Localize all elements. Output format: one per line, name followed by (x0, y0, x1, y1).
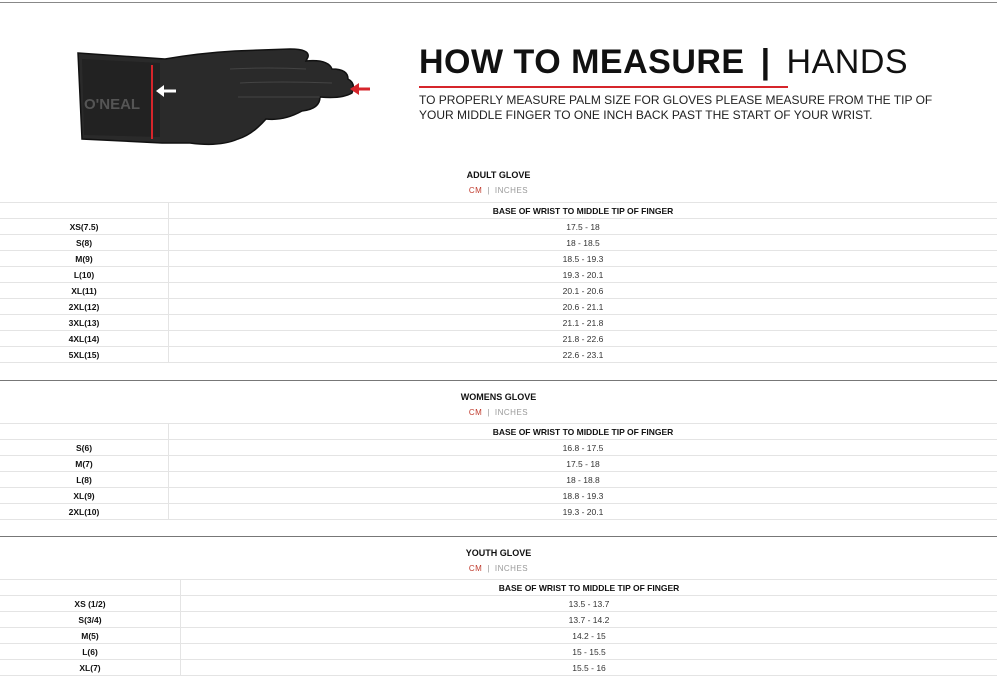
size-header-cell (0, 580, 181, 596)
measurement-cell: 16.8 - 17.5 (169, 440, 997, 456)
measurement-cell: 14.2 - 15 (181, 628, 997, 644)
size-cell: 2XL(12) (0, 299, 169, 315)
cm-toggle[interactable]: CM (468, 408, 483, 417)
size-cell: 4XL(14) (0, 331, 169, 347)
unit-toggle (0, 564, 997, 573)
table-row (0, 472, 997, 488)
inches-toggle[interactable]: INCHES (494, 186, 529, 195)
size-cell: XL(9) (0, 488, 169, 504)
measure-hero (0, 3, 997, 153)
size-cell: XS (1/2) (0, 596, 181, 612)
size-header-cell (0, 424, 169, 440)
size-cell: 3XL(13) (0, 315, 169, 331)
table-row (0, 440, 997, 456)
size-cell: 5XL(15) (0, 347, 169, 363)
table-header-row (0, 203, 997, 219)
table-row (0, 299, 997, 315)
size-cell: M(9) (0, 251, 169, 267)
measurement-cell: 21.1 - 21.8 (169, 315, 997, 331)
size-cell: 2XL(10) (0, 504, 169, 520)
cm-toggle[interactable]: CM (468, 186, 483, 195)
measurement-cell: 19.3 - 20.1 (169, 267, 997, 283)
measure-instructions: TO PROPERLY MEASURE PALM SIZE FOR GLOVES PLEASE MEASURE FROM THE TIP OF YOUR MIDDLE FINGER TO ONE INCH BACK PAST THE START OF YOUR WRIST. (419, 93, 933, 122)
unit-toggle (0, 408, 997, 417)
unit-toggle (0, 186, 997, 195)
inches-toggle[interactable]: INCHES (494, 564, 529, 573)
column-header: BASE OF WRIST TO MIDDLE TIP OF FINGER (181, 580, 997, 596)
glove-measure-illustration (70, 39, 380, 149)
measurement-cell: 18 - 18.5 (169, 235, 997, 251)
unit-separator: | (487, 408, 490, 417)
unit-separator: | (487, 186, 490, 195)
unit-separator: | (487, 564, 490, 573)
measurement-cell: 17.5 - 18 (169, 219, 997, 235)
size-cell: XL(7) (0, 660, 181, 676)
table-header-row (0, 424, 997, 440)
measurement-cell: 20.6 - 21.1 (169, 299, 997, 315)
title-separator: | (760, 43, 771, 81)
section-title: WOMENS GLOVE (460, 392, 537, 402)
table-row (0, 612, 997, 628)
section-title: ADULT GLOVE (466, 170, 531, 180)
inches-toggle[interactable]: INCHES (494, 408, 529, 417)
column-header: BASE OF WRIST TO MIDDLE TIP OF FINGER (169, 203, 997, 219)
table-row (0, 504, 997, 520)
size-cell: L(8) (0, 472, 169, 488)
table-row (0, 456, 997, 472)
section-divider (0, 536, 997, 537)
size-cell: XS(7.5) (0, 219, 169, 235)
size-cell: M(7) (0, 456, 169, 472)
measurement-cell: 18.5 - 19.3 (169, 251, 997, 267)
measurement-cell: 15 - 15.5 (181, 644, 997, 660)
size-cell: L(10) (0, 267, 169, 283)
size-cell: S(8) (0, 235, 169, 251)
size-cell: S(6) (0, 440, 169, 456)
table-row (0, 235, 997, 251)
title-thin: HANDS (786, 43, 909, 81)
section-divider (0, 380, 997, 381)
measurement-cell: 13.7 - 14.2 (181, 612, 997, 628)
womens-size-table (0, 423, 997, 520)
youth-size-table (0, 579, 997, 676)
measurement-cell: 21.8 - 22.6 (169, 331, 997, 347)
table-row (0, 251, 997, 267)
table-row (0, 283, 997, 299)
page-title (419, 43, 908, 82)
measurement-cell: 15.5 - 16 (181, 660, 997, 676)
size-cell: L(6) (0, 644, 181, 660)
size-header-cell (0, 203, 169, 219)
adult-size-table (0, 202, 997, 363)
table-row (0, 644, 997, 660)
table-header-row (0, 580, 997, 596)
title-underline (419, 86, 788, 88)
table-row (0, 267, 997, 283)
measurement-cell: 18.8 - 19.3 (169, 488, 997, 504)
measurement-cell: 20.1 - 20.6 (169, 283, 997, 299)
table-row (0, 596, 997, 612)
measurement-cell: 17.5 - 18 (169, 456, 997, 472)
table-row (0, 488, 997, 504)
table-row (0, 660, 997, 676)
table-row (0, 347, 997, 363)
section-title: YOUTH GLOVE (465, 548, 532, 558)
glove-logo-text: O'NEAL (84, 96, 141, 113)
table-row (0, 628, 997, 644)
measurement-cell: 18 - 18.8 (169, 472, 997, 488)
cm-toggle[interactable]: CM (468, 564, 483, 573)
title-bold: HOW TO MEASURE (419, 43, 745, 81)
table-row (0, 219, 997, 235)
measurement-cell: 22.6 - 23.1 (169, 347, 997, 363)
size-cell: M(5) (0, 628, 181, 644)
table-row (0, 331, 997, 347)
column-header: BASE OF WRIST TO MIDDLE TIP OF FINGER (169, 424, 997, 440)
measurement-cell: 13.5 - 13.7 (181, 596, 997, 612)
table-row (0, 315, 997, 331)
measurement-cell: 19.3 - 20.1 (169, 504, 997, 520)
size-cell: XL(11) (0, 283, 169, 299)
size-cell: S(3/4) (0, 612, 181, 628)
